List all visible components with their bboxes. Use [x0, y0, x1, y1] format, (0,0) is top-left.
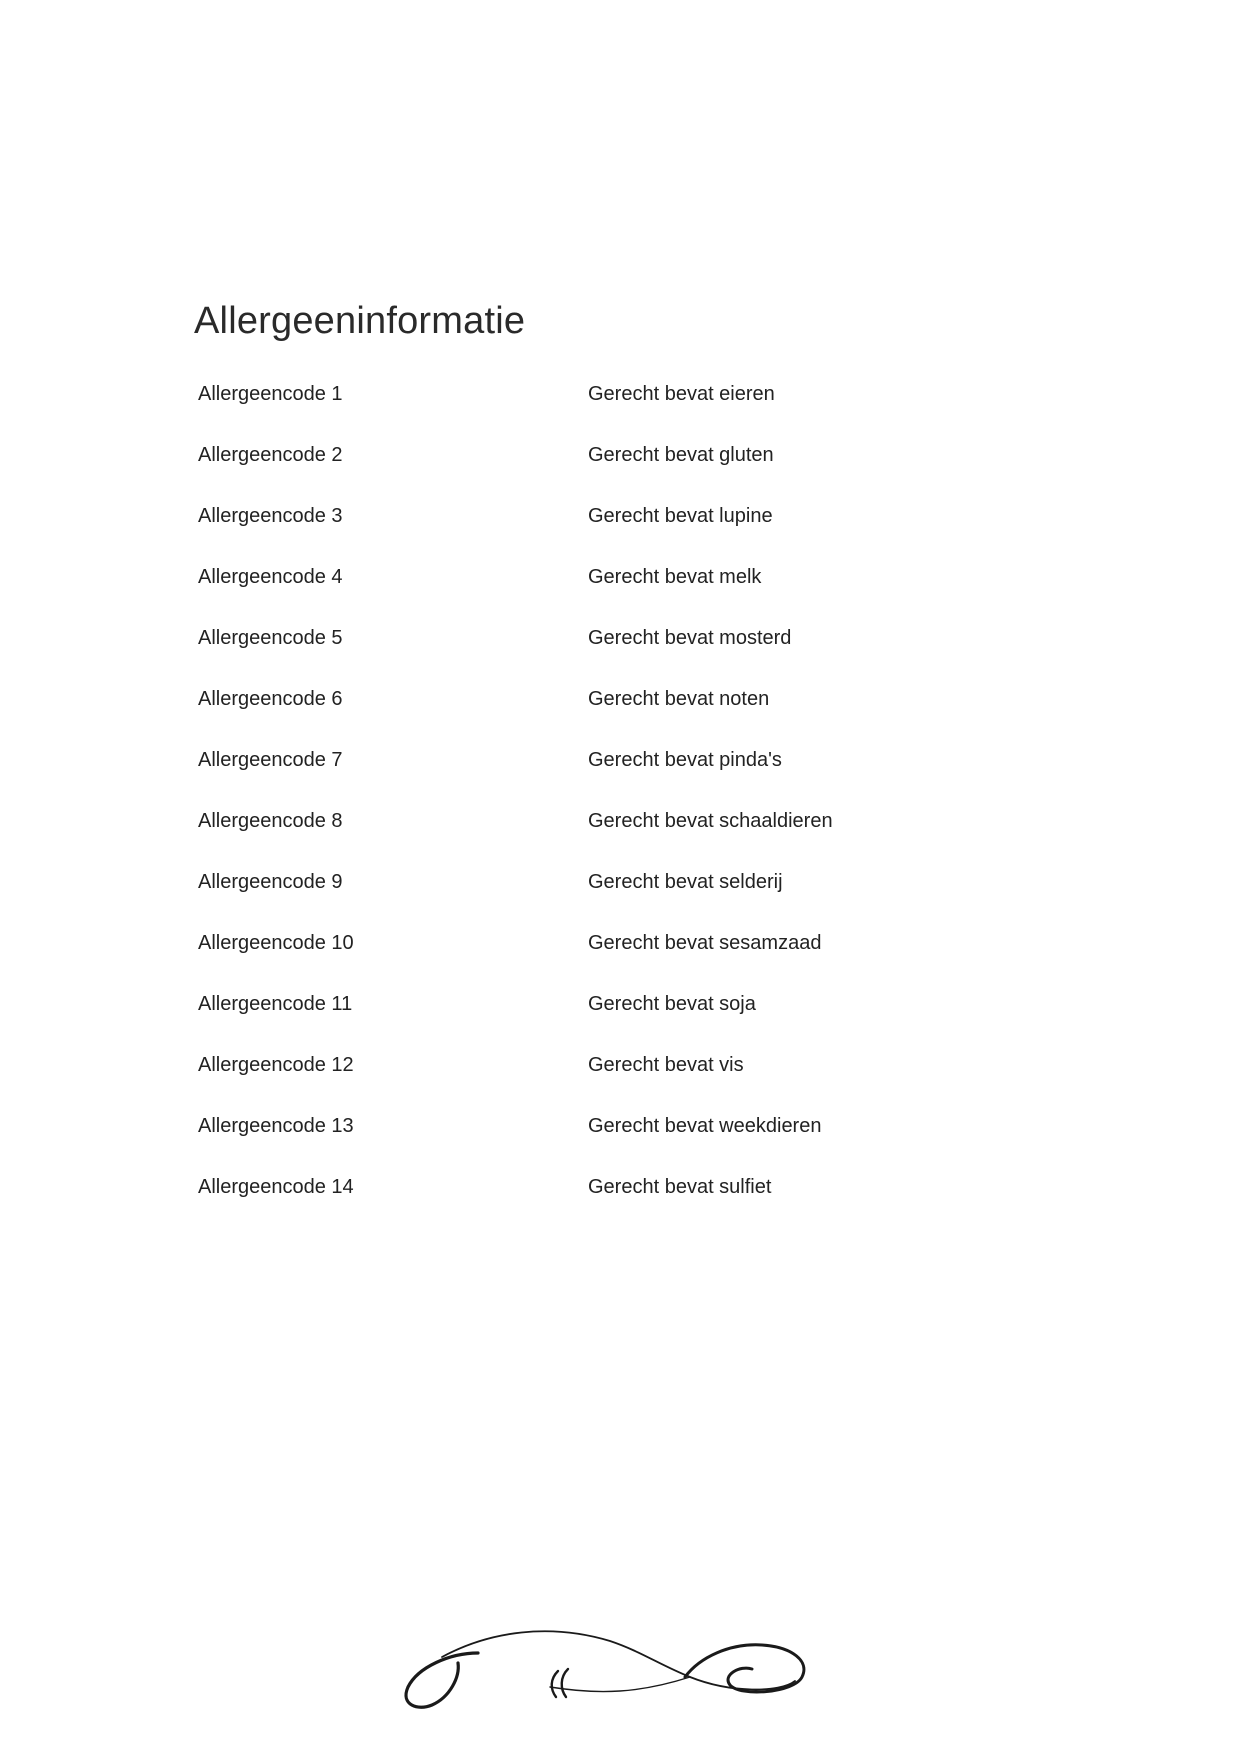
- allergen-code: Allergeencode 1: [198, 383, 343, 405]
- allergen-code: Allergeencode 2: [198, 444, 343, 466]
- allergen-code: Allergeencode 9: [198, 871, 343, 893]
- allergen-description: Gerecht bevat mosterd: [588, 627, 792, 649]
- allergen-description: Gerecht bevat schaaldieren: [588, 810, 833, 832]
- allergen-description: Gerecht bevat pinda's: [588, 749, 782, 771]
- allergen-code: Allergeencode 4: [198, 566, 343, 588]
- allergen-description: Gerecht bevat eieren: [588, 383, 775, 405]
- allergen-description: Gerecht bevat sulfiet: [588, 1176, 772, 1198]
- list-item: [198, 868, 998, 929]
- allergen-code: Allergeencode 14: [198, 1176, 354, 1198]
- allergen-description: Gerecht bevat vis: [588, 1054, 744, 1076]
- list-item: [198, 1051, 998, 1112]
- allergen-code: Allergeencode 6: [198, 688, 343, 710]
- allergen-code: Allergeencode 8: [198, 810, 343, 832]
- allergen-description: Gerecht bevat lupine: [588, 505, 773, 527]
- allergen-description: Gerecht bevat weekdieren: [588, 1115, 822, 1137]
- list-item: [198, 502, 998, 563]
- allergen-description: Gerecht bevat soja: [588, 993, 756, 1015]
- list-item: [198, 990, 998, 1051]
- allergen-code: Allergeencode 12: [198, 1054, 354, 1076]
- list-item: [198, 1112, 998, 1173]
- allergen-code: Allergeencode 11: [198, 993, 353, 1015]
- list-item: [198, 441, 998, 502]
- allergen-description: Gerecht bevat sesamzaad: [588, 932, 822, 954]
- allergen-code: Allergeencode 13: [198, 1115, 354, 1137]
- allergen-code: Allergeencode 3: [198, 505, 343, 527]
- allergen-description: Gerecht bevat gluten: [588, 444, 774, 466]
- flourish-ornament-icon: [400, 1615, 850, 1715]
- list-item: [198, 746, 998, 807]
- allergen-code: Allergeencode 7: [198, 749, 343, 771]
- allergen-code: Allergeencode 10: [198, 932, 354, 954]
- list-item: [198, 807, 998, 868]
- list-item: [198, 563, 998, 624]
- allergen-list: [198, 380, 998, 1234]
- allergen-code: Allergeencode 5: [198, 627, 343, 649]
- list-item: [198, 624, 998, 685]
- list-item: [198, 685, 998, 746]
- allergen-description: Gerecht bevat noten: [588, 688, 770, 710]
- allergen-description: Gerecht bevat selderij: [588, 871, 783, 893]
- list-item: [198, 380, 998, 441]
- page-title: Allergeeninformatie: [194, 300, 526, 342]
- allergen-description: Gerecht bevat melk: [588, 566, 762, 588]
- list-item: [198, 1173, 998, 1234]
- list-item: [198, 929, 998, 990]
